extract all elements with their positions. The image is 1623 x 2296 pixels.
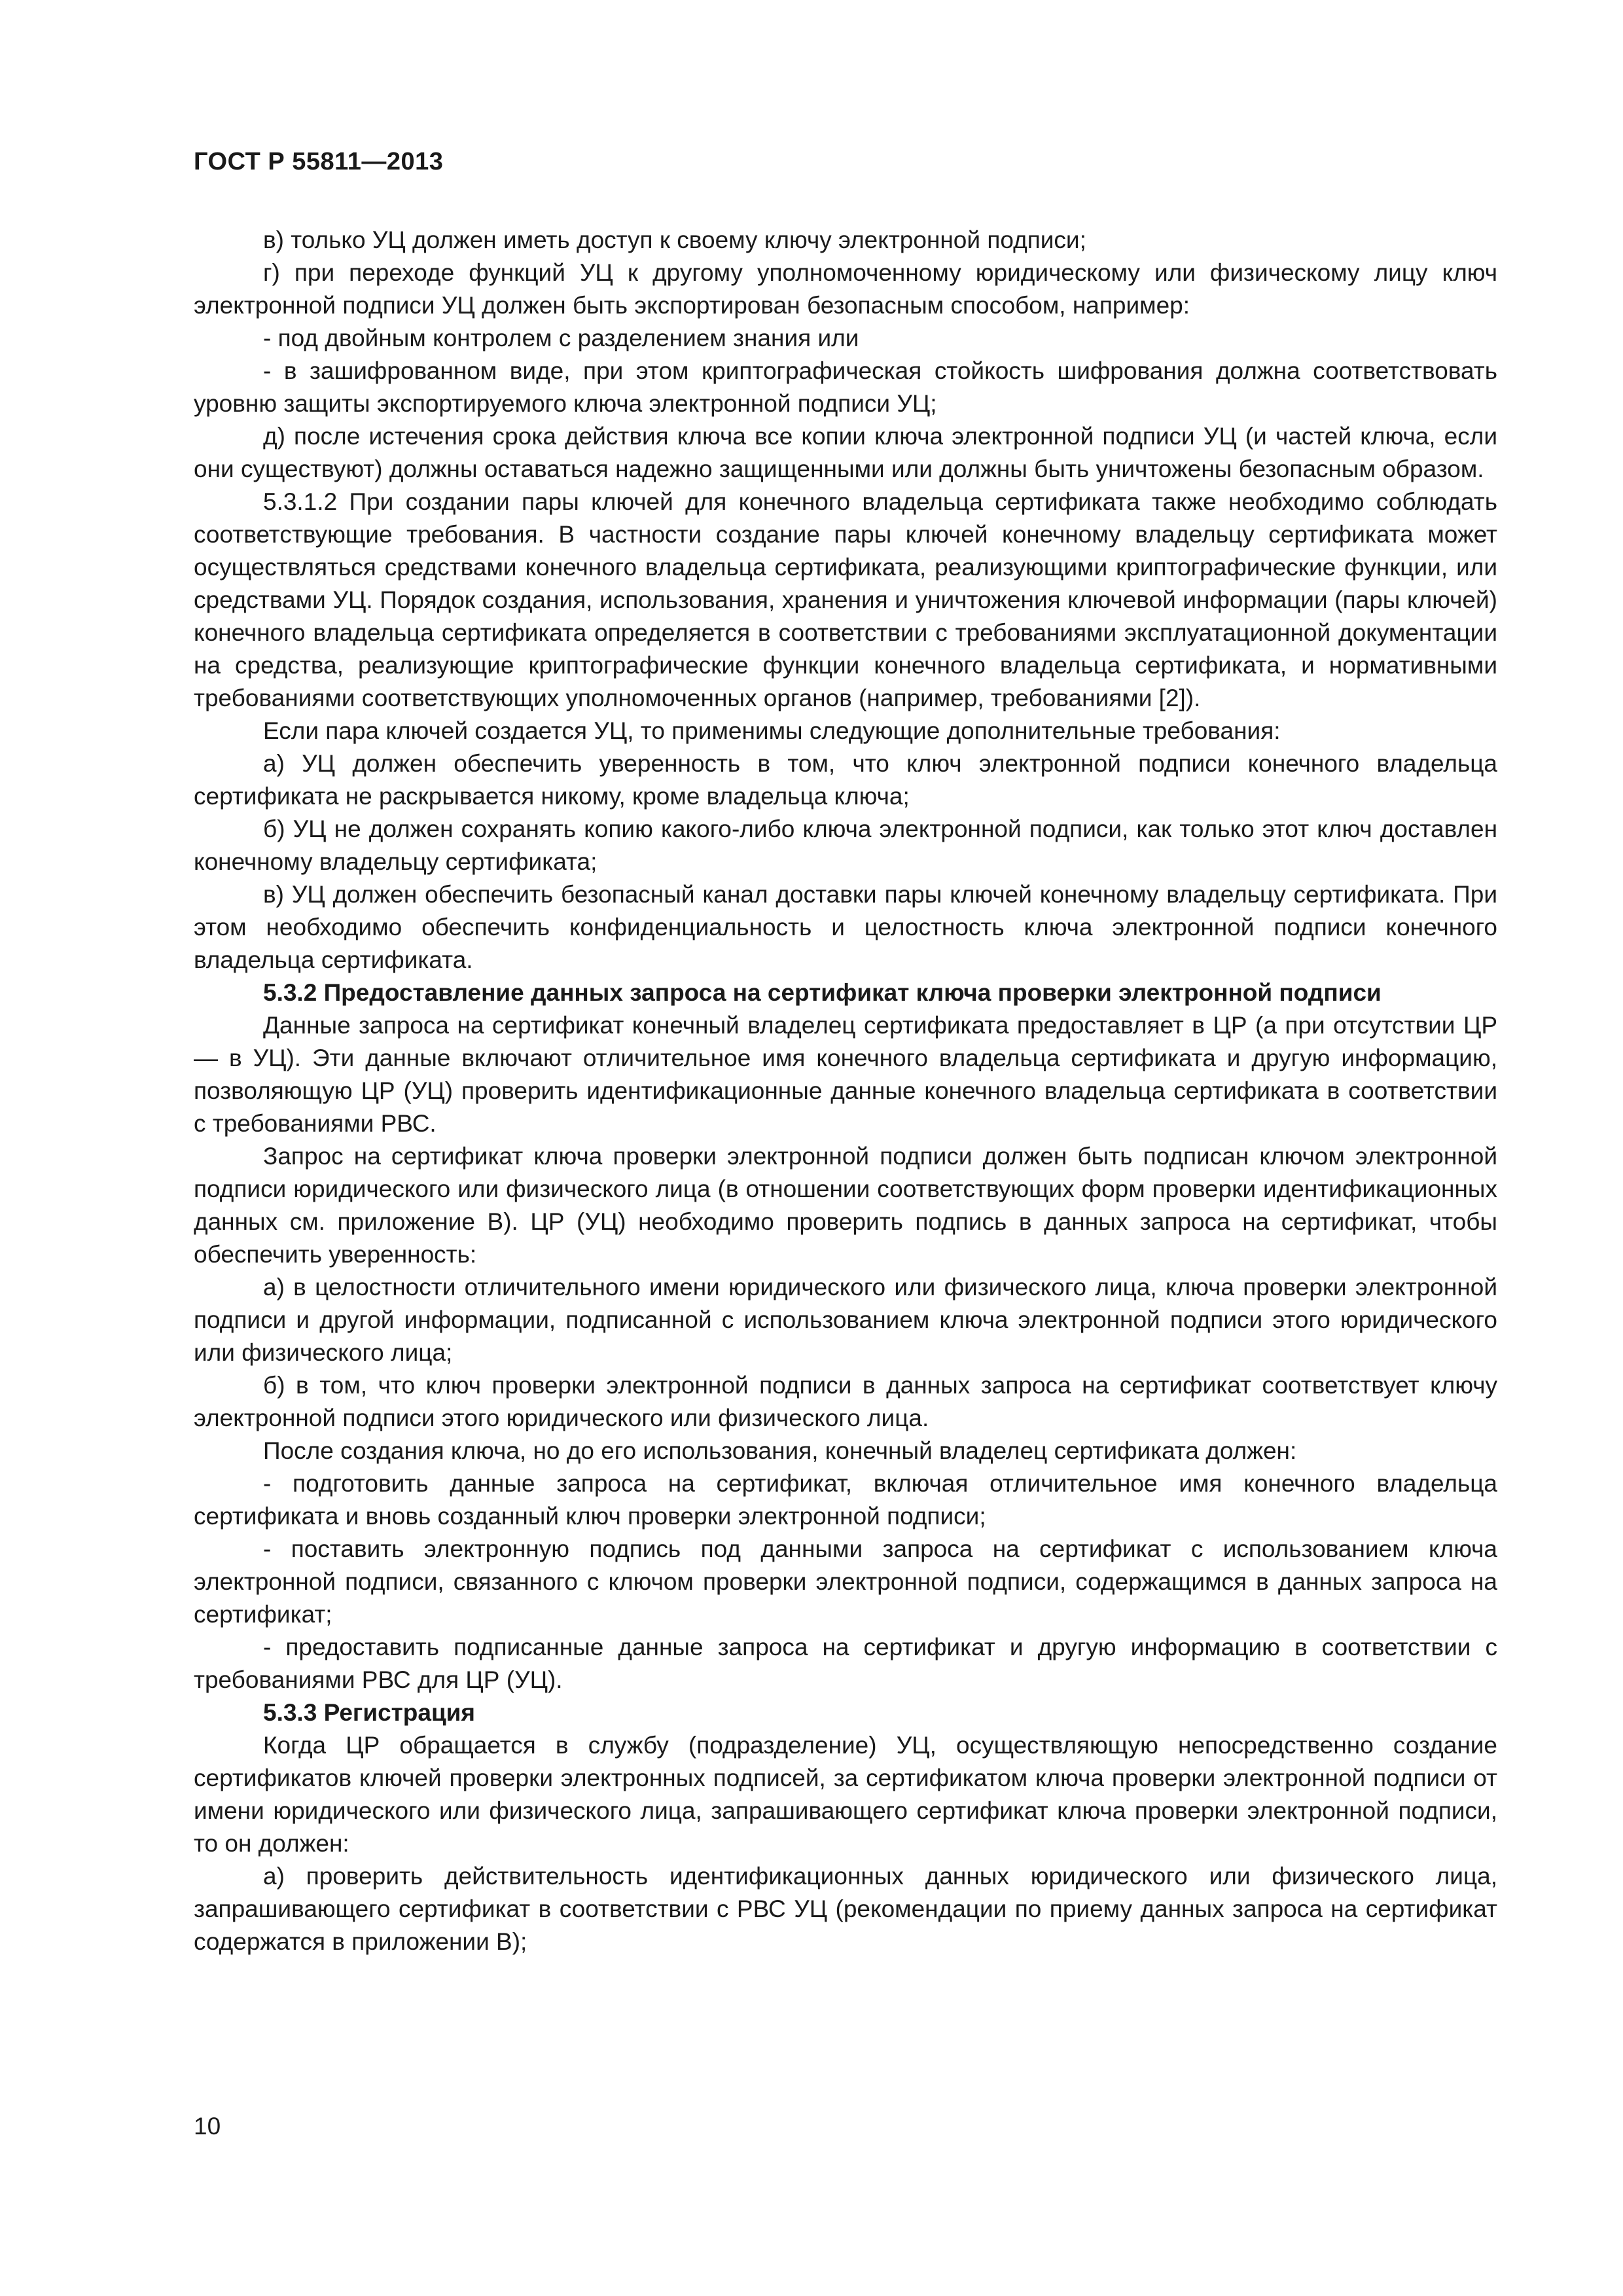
section-heading-5-3-2: 5.3.2 Предоставление данных запроса на сертификат ключа проверки электронной подписи [263, 979, 1382, 1006]
paragraph: в) только УЦ должен иметь доступ к своему ключу электронной подписи; [263, 226, 1086, 253]
paragraph: Если пара ключей создается УЦ, то применимы следующие дополнительные требования: [263, 717, 1281, 744]
paragraph: Когда ЦР обращается в службу (подразделение) УЦ, осуществляющую непосредственно создание сертификатов ключей проверки электронных подписей, за сертификатом ключа проверки электронной подписи от имени юридического или физического лица, запрашивающего сертификат ключа проверки электронной подписи, то он должен: [194, 1732, 1497, 1857]
document-body [194, 224, 1497, 1958]
document-header: ГОСТ Р 55811—2013 [194, 148, 444, 175]
paragraph: - в зашифрованном виде, при этом криптографическая стойкость шифрования должна соответствовать уровню защиты экспортируемого ключа электронной подписи УЦ; [194, 357, 1497, 417]
paragraph: Запрос на сертификат ключа проверки электронной подписи должен быть подписан ключом электронной подписи юридического или физического лица (в отношении соответствующих форм проверки идентификационных данных см. приложение В). ЦР (УЦ) необходимо проверить подпись в данных запроса на сертификат, чтобы обеспечить уверенность: [194, 1143, 1497, 1268]
page-number: 10 [194, 2113, 221, 2140]
paragraph: в) УЦ должен обеспечить безопасный канал доставки пары ключей конечному владельцу сертификата. При этом необходимо обеспечить конфиденциальность и целостность ключа электронной подписи конечного владельца сертификата. [194, 881, 1497, 973]
paragraph: а) в целостности отличительного имени юридического или физического лица, ключа проверки электронной подписи и другой информации, подписанной с использованием ключа электронной подписи этого юридического или физического лица; [194, 1274, 1497, 1366]
paragraph: Данные запроса на сертификат конечный владелец сертификата предоставляет в ЦР (а при отсутствии ЦР — в УЦ). Эти данные включают отличительное имя конечного владельца сертификата и другую информацию, позволяющую ЦР (УЦ) проверить идентификационные данные конечного владельца сертификата в соответствии с требованиями РВС. [194, 1012, 1497, 1137]
paragraph: б) УЦ не должен сохранять копию какого-либо ключа электронной подписи, как только этот ключ доставлен конечному владельцу сертификата; [194, 816, 1497, 875]
paragraph: а) УЦ должен обеспечить уверенность в том, что ключ электронной подписи конечного владельца сертификата не раскрывается никому, кроме владельца ключа; [194, 750, 1497, 810]
paragraph: После создания ключа, но до его использования, конечный владелец сертификата должен: [263, 1437, 1297, 1464]
paragraph: - поставить электронную подпись под данными запроса на сертификат с использованием ключа электронной подписи, связанного с ключом проверки электронной подписи, содержащимся в данных запроса на сертификат; [194, 1535, 1497, 1628]
paragraph: г) при переходе функций УЦ к другому уполномоченному юридическому или физическому лицу ключ электронной подписи УЦ должен быть экспортирован безопасным способом, например: [194, 259, 1497, 319]
paragraph: - предоставить подписанные данные запроса на сертификат и другую информацию в соответствии с требованиями РВС для ЦР (УЦ). [194, 1634, 1497, 1693]
paragraph: а) проверить действительность идентификационных данных юридического или физического лица, запрашивающего сертификат в соответствии с РВС УЦ (рекомендации по приему данных запроса на сертификат содержатся в приложении В); [194, 1863, 1497, 1955]
paragraph: - подготовить данные запроса на сертификат, включая отличительное имя конечного владельца сертификата и вновь созданный ключ проверки электронной подписи; [194, 1470, 1497, 1530]
section-heading-5-3-3: 5.3.3 Регистрация [263, 1699, 476, 1726]
paragraph: - под двойным контролем с разделением знания или [263, 325, 859, 351]
paragraph: б) в том, что ключ проверки электронной подписи в данных запроса на сертификат соответствует ключу электронной подписи этого юридического или физического лица. [194, 1372, 1497, 1431]
paragraph: д) после истечения срока действия ключа все копии ключа электронной подписи УЦ (и частей ключа, если они существуют) должны оставаться надежно защищенными или должны быть уничтожены безопасным образом. [194, 423, 1497, 482]
paragraph: 5.3.1.2 При создании пары ключей для конечного владельца сертификата также необходимо соблюдать соответствующие требования. В частности создание пары ключей конечному владельцу сертификата может осуществляться средствами конечного владельца сертификата, реализующими криптографические функции, или средствами УЦ. Порядок создания, использования, хранения и уничтожения ключевой информации (пары ключей) конечного владельца сертификата определяется в соответствии с требованиями эксплуатационной документации на средства, реализующие криптографические функции конечного владельца сертификата, и нормативными требованиями соответствующих уполномоченных органов (например, требованиями [2]). [194, 488, 1497, 711]
